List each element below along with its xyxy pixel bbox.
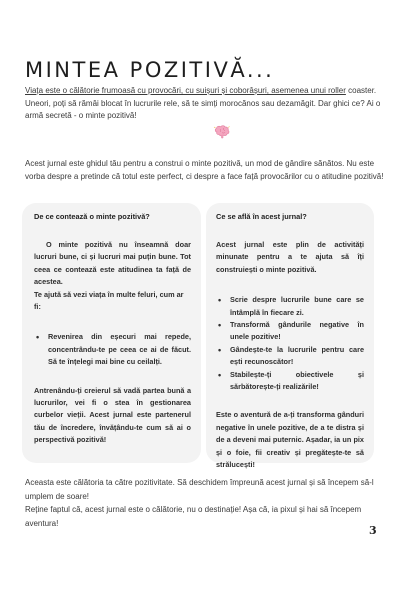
intro-rest: coaster. Uneori, poți să rămâi blocat în lucrurile rele, să te simți morocănos sau dezamăgit. Dar ghici ce? Ai o armă secretă - o minte pozitivă! [25,86,381,120]
list-item: • Transformă gândurile negative în unele pozitive! [216,319,364,344]
list-item: • Revenirea din eșecuri mai repede, concentrându-te pe ceea ce ai de făcut. Să te înțelegi mai bine cu ceilalți. [34,331,191,368]
card-paragraph: Antrenându-ți creierul să vadă partea bună a lucrurilor, vei fi o stea în gestionarea curbelor vieții. Acest jurnal este partenerul tău de încredere, învățându-te cum să ai o perspectivă pozitivă! [34,385,191,445]
closing-paragraph [25,476,385,530]
list-item: • Gândește-te la lucrurile pentru care ești recunoscător! [216,344,364,369]
card-heading: Ce se află în acest jurnal? [216,212,307,221]
card-paragraph: O minte pozitivă nu înseamnă doar lucruri bune, ci și lucruri mai puțin bune. Tot ceea ce contează este atitudinea ta față de acestea. [34,240,191,287]
intro-first-line: Viața este o călătorie frumoasă cu provocări, cu suișuri și coborâșuri, asemenea unui roller [25,86,346,95]
card-paragraph: Te ajută să vezi viața în multe feluri, cum ar fi: [34,289,184,312]
list-item: • Stabilește-ți obiectivele și sărbătorește-ți realizările! [216,369,364,394]
page-title: MINTEA POZITIVĂ... [25,58,275,82]
list-item: • Scrie despre lucrurile bune care se întâmplă în fiecare zi. [216,294,364,319]
page-number: 3 [369,524,377,537]
closing-line: Reține faptul că, acest jurnal este o călătorie, nu o destinație! Așa că, ia pixul și hai să începem aventura! [25,505,362,528]
closing-line: Aceasta este călătoria ta către pozitivitate. Să deschidem împreună acest jurnal și să începem să-l umplem de soare! [25,478,374,501]
activities-list [216,294,364,393]
journal-contents-card [206,203,374,470]
journal-description: Acest jurnal este ghidul tău pentru a construi o minte pozitivă, un mod de gândire sănătos. Nu este vorba despre a pretinde că totul este perfect, ci despre a face față provocărilor cu o atitudine pozitivă! [25,159,384,181]
brain-icon [213,124,231,140]
benefits-list [34,331,191,368]
card-paragraph: Acest jurnal este plin de activități minunate pentru a te ajuta să îți construiești o minte pozitivă. [216,240,364,274]
intro-paragraph [25,85,385,123]
why-positive-mind-card [22,203,201,463]
card-heading: De ce contează o minte pozitivă? [34,212,150,221]
card-paragraph: Este o aventură de a-ți transforma gânduri negative în unele pozitive, de a te distra și de a deveni mai puternic. Așadar, ia un pix și o foie, fii creativ și pregătește-te să strălucești! [216,410,364,470]
